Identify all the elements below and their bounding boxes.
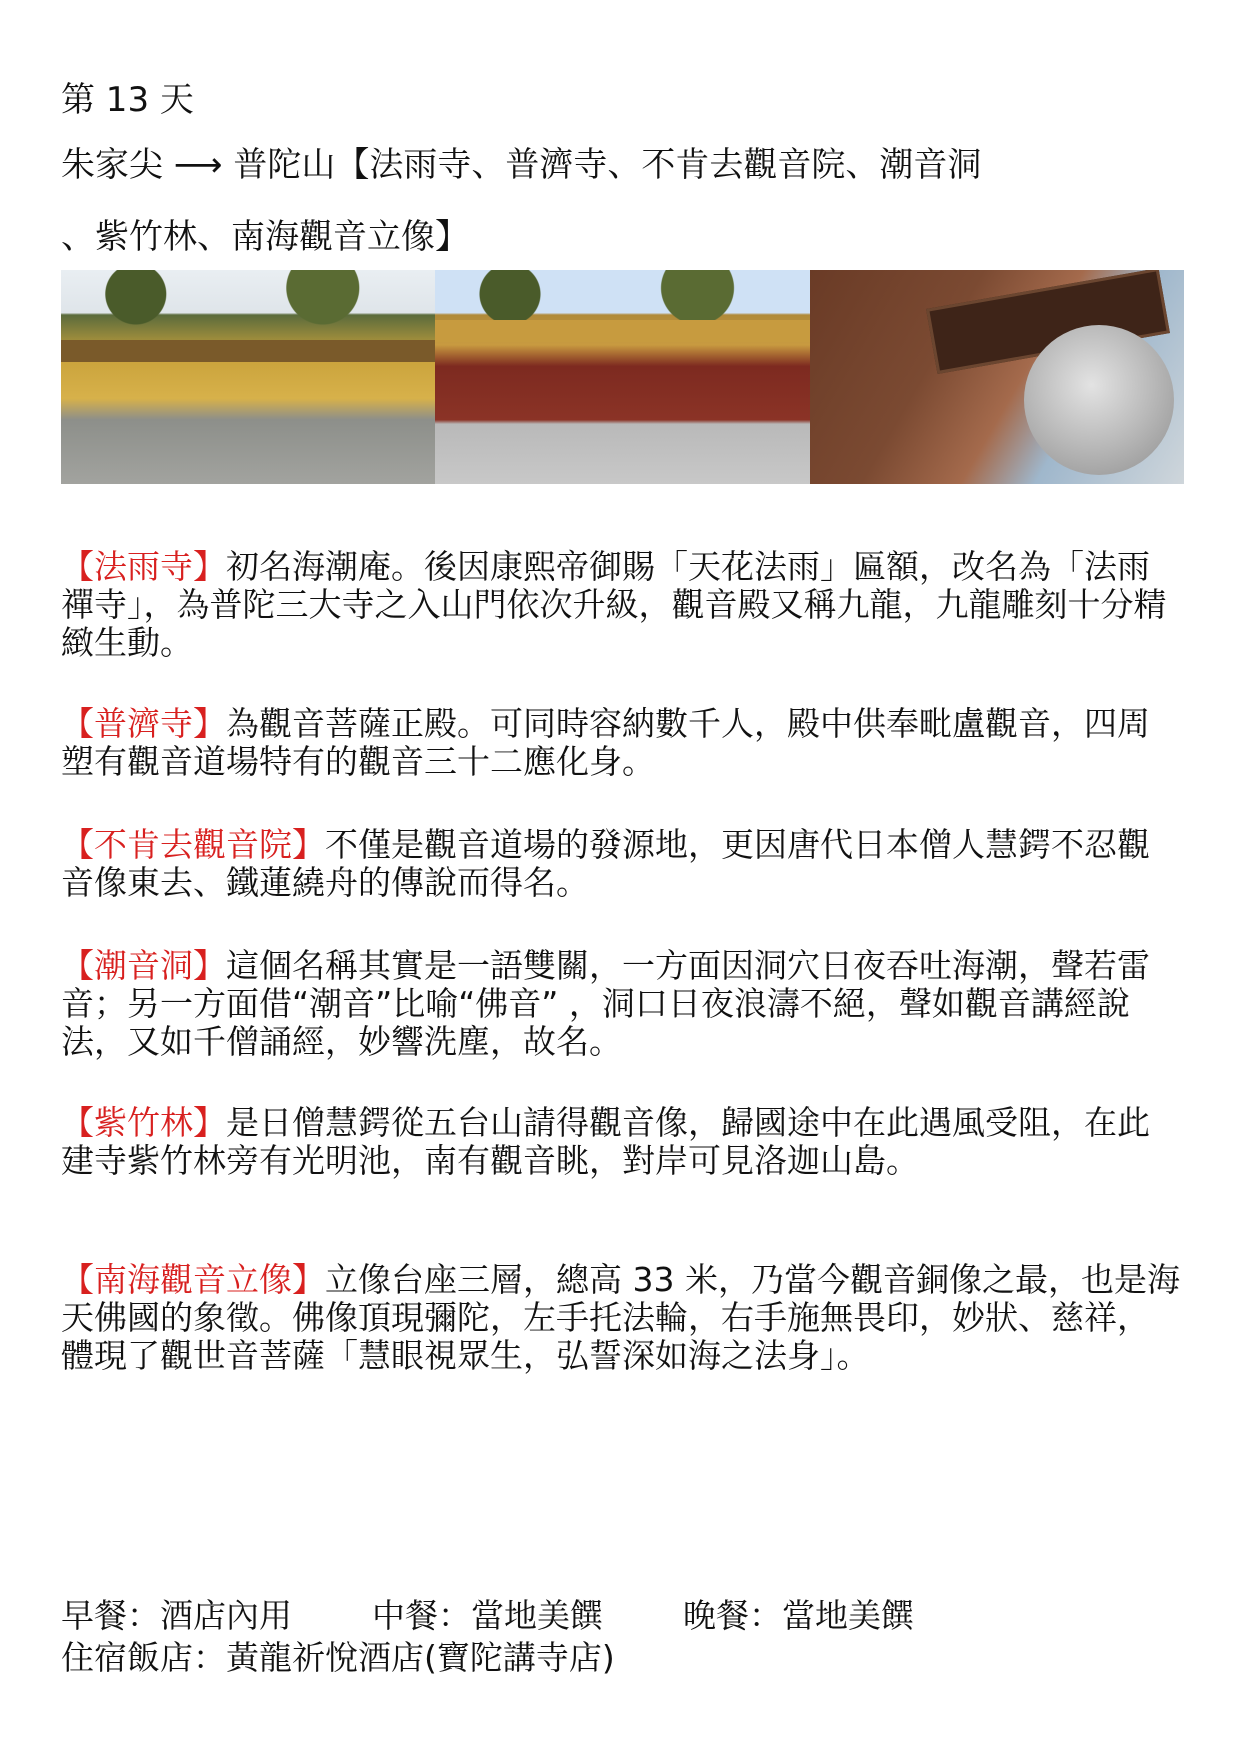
section-title: 【不肯去觀音院】 [61, 825, 325, 864]
section-zizhulin [61, 1104, 1181, 1180]
section-chaoyin [61, 947, 1181, 1061]
breakfast: 早餐：酒店內用 [61, 1596, 292, 1635]
lunch: 中餐：當地美饌 [372, 1596, 603, 1635]
section-bukenqu [61, 826, 1181, 902]
section-nanhai [61, 1261, 1181, 1375]
puji-temple-photo [435, 270, 809, 484]
section-text: 立像台座三層，總高 33 米，乃當今觀音銅像之最，也是海天佛國的象徵。佛像頂現彌陀，左手托法輪，右手施無畏印，妙狀、慈祥，體現了觀世音菩薩「慧眼視眾生，弘誓深如海之法身」。 [61, 1260, 1180, 1375]
route-line-1: 朱家尖 ⟶ 普陀山【法雨寺、普濟寺、不肯去觀音院、潮音洞 [61, 145, 982, 185]
section-title: 【紫竹林】 [61, 1103, 226, 1142]
section-title: 【普濟寺】 [61, 704, 226, 743]
meals-line [61, 1590, 914, 1637]
section-text: 為觀音菩薩正殿。可同時容納數千人，殿中供奉毗盧觀音，四周塑有觀音道場特有的觀音三十二應化身。 [61, 704, 1150, 781]
section-text: 不僅是觀音道場的發源地，更因唐代日本僧人慧鍔不忍觀音像東去、鐵蓮繞舟的傳說而得名。 [61, 825, 1150, 902]
section-title: 【南海觀音立像】 [61, 1260, 325, 1299]
section-text: 初名海潮庵。後因康熙帝御賜「天花法雨」匾額，改名為「法雨禪寺」，為普陀三大寺之入山門依次升級，觀音殿又稱九龍，九龍雕刻十分精緻生動。 [61, 547, 1167, 662]
photo-strip [61, 270, 1184, 484]
section-fayu [61, 548, 1181, 662]
hotel-line: 住宿飯店：黃龍祈悅酒店(寶陀講寺店) [61, 1638, 615, 1677]
section-title: 【潮音洞】 [61, 946, 226, 985]
dinner: 晚餐：當地美饌 [683, 1596, 914, 1635]
route-line-2: 、紫竹林、南海觀音立像】 [61, 217, 469, 257]
fayu-temple-photo [61, 270, 435, 484]
bukenqu-temple-photo [810, 270, 1184, 484]
section-text: 這個名稱其實是一語雙關，一方面因洞穴日夜吞吐海潮，聲若雷音；另一方面借“潮音”比喻“佛音” ，洞口日夜浪濤不絕，聲如觀音講經說法，又如千僧誦經，妙響洗塵，故名。 [61, 946, 1150, 1061]
section-title: 【法雨寺】 [61, 547, 226, 586]
day-label: 第 13 天 [61, 80, 194, 120]
section-text: 是日僧慧鍔從五台山請得觀音像，歸國途中在此遇風受阻，在此建寺紫竹林旁有光明池，南有觀音眺，對岸可見洛迦山島。 [61, 1103, 1150, 1180]
section-puji [61, 705, 1181, 781]
